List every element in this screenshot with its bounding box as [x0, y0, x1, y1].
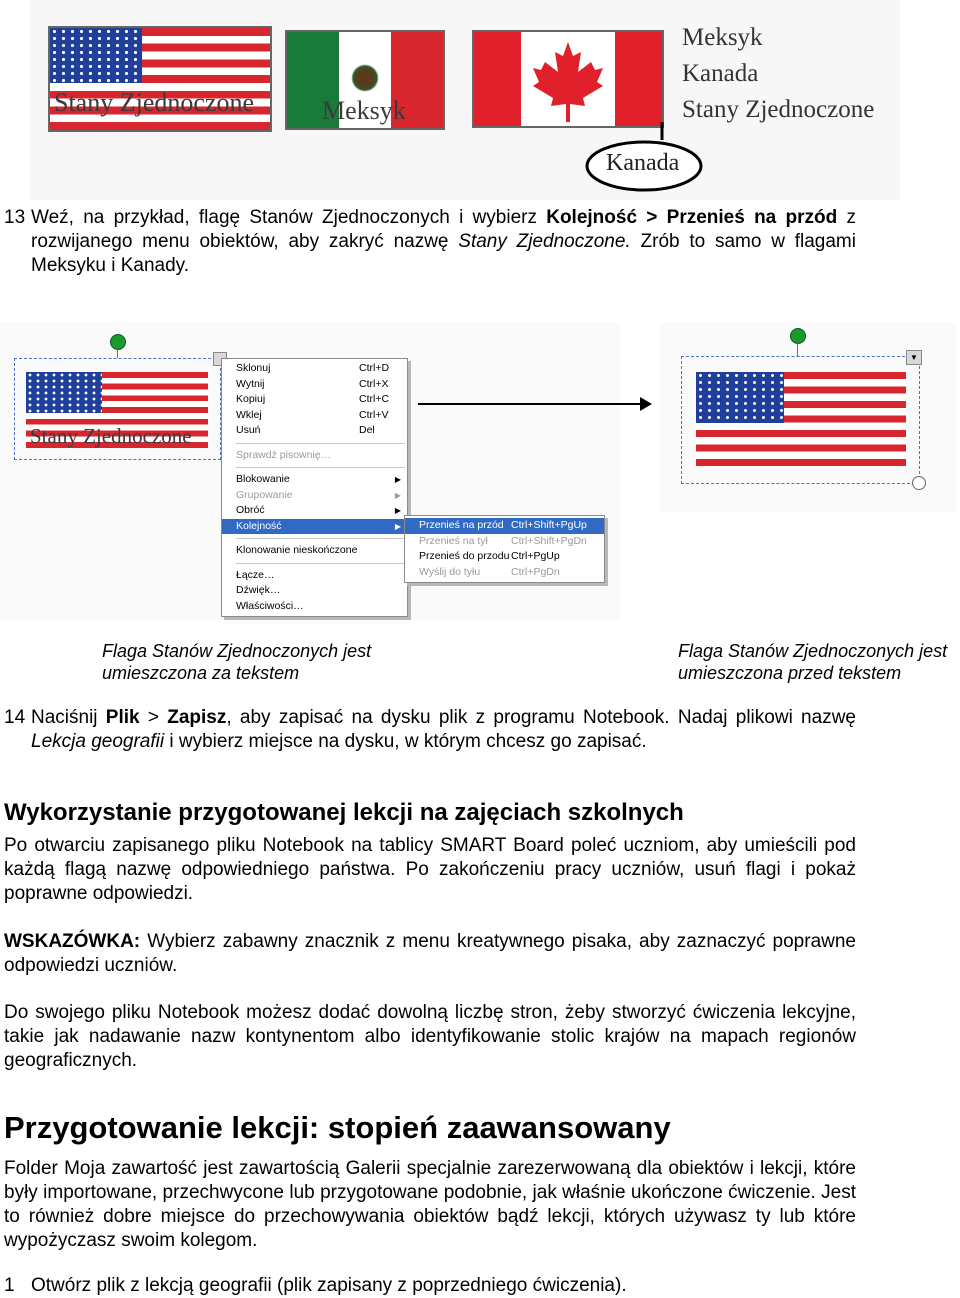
menu-item-kopiuj[interactable]: Kopiuj Ctrl+C: [236, 393, 390, 405]
menu-item-sprawdz-pisownie: Sprawdź pisownię…: [236, 448, 332, 461]
us-flag-label: Stany Zjednoczone: [54, 88, 254, 117]
right-rotate-stem: [797, 343, 798, 356]
tip-text: Wybierz zabawny znacznik z menu kreatywnego pisaka, aby zaznaczyć poprawne odpowiedzi uczniów.: [4, 931, 856, 976]
menu-item-grupowanie: Grupowanie ▶: [222, 488, 407, 504]
menu-item-dzwiek[interactable]: Dźwięk…: [236, 584, 281, 596]
left-flag-label: Stany Zjednoczone: [30, 424, 192, 448]
menu-item-obroc[interactable]: Obróć ▶: [222, 503, 407, 519]
canada-bubble-label: Kanada: [606, 150, 680, 176]
caption-right-line2: umieszczona przed tekstem: [678, 663, 902, 683]
section-1-paragraph-1: Po otwarciu zapisanego pliku Notebook na tablicy SMART Board poleć uczniom, aby umieścili pod każdą flagą nazwę odpowiedniego państwa. Po zakończeniu pracy uczniów, usuń flagi i pokaż poprawne odpowiedzi.: [4, 835, 856, 904]
mexico-flag-label: Meksyk: [322, 96, 406, 125]
top-figure: [30, 0, 900, 200]
section-2-paragraph-1: Folder Moja zawartość jest zawartością Galerii specjalnie zarezerwowaną dla obiektów i lekcji, które były importowane, przechwycone lub przygotowane podobnie, jak właśnie ukończone ćwiczenie. Jest to również dobre miejsce do przechowywania obiektów bądź lekcji, których używasz ty lub które wypożyczasz swoim kolegom.: [4, 1158, 856, 1251]
submenu-arrow-icon: ▶: [394, 490, 401, 500]
step-13-t2: z rozwijanego menu obiektów, aby zakryć nazwę: [31, 207, 857, 252]
menu-item-usun[interactable]: Usuń Del: [236, 424, 375, 436]
step-13-italic: Stany Zjednoczone.: [458, 231, 631, 252]
caption-right-line1: Flaga Stanów Zjednoczonych jest: [678, 641, 948, 661]
right-us-flag: [696, 372, 906, 466]
submenu-arrow-icon: ▶: [394, 521, 401, 531]
menu-plik: Plik: [105, 707, 140, 728]
step-13-t3: Zrób to samo w flagami Meksyku i Kanady.: [31, 231, 856, 276]
step-1-text: Otwórz plik z lekcją geografii (plik zapisany z poprzedniego ćwiczenia).: [31, 1275, 627, 1296]
caption-left-line1: Flaga Stanów Zjednoczonych jest: [102, 641, 372, 661]
submenu-arrow-icon: ▶: [394, 506, 401, 515]
step-13-number: 13: [4, 207, 26, 228]
step-13-t1: Weź, na przykład, flagę Stanów Zjednoczonych i wybierz: [31, 207, 547, 228]
side-label-2: Kanada: [682, 60, 759, 87]
menu-item-lacze[interactable]: Łącze…: [236, 568, 275, 581]
file-name: Lekcja geografii: [31, 731, 165, 752]
section-1-heading: Wykorzystanie przygotowanej lekcji na zajęciach szkolnych: [4, 799, 684, 826]
menu-item-wlasciwosci[interactable]: Właściwości…: [236, 599, 304, 612]
menu-item-sklonuj[interactable]: Sklonuj Ctrl+D: [236, 362, 390, 374]
right-menu-trigger-icon[interactable]: ▼: [906, 350, 922, 365]
caption-left-line2: umieszczona za tekstem: [102, 663, 300, 683]
menu-item-kolejnosc[interactable]: Kolejność ▶: [222, 519, 407, 535]
step-13-menu-path: Kolejność > Przenieś na przód: [546, 207, 838, 228]
tip-paragraph: [4, 930, 856, 978]
right-rotate-handle-icon[interactable]: [790, 328, 806, 344]
left-rotate-stem: [117, 349, 118, 358]
step-14-number: 14: [4, 707, 26, 728]
menu-item-wklej[interactable]: Wklej Ctrl+V: [236, 408, 389, 421]
step-13-text: [31, 206, 856, 278]
menu-item-blokowanie[interactable]: Blokowanie ▶: [222, 472, 407, 488]
step-1-number: 1: [4, 1275, 15, 1296]
side-label-3: Stany Zjednoczone: [682, 96, 875, 123]
left-us-canton: [26, 372, 102, 413]
left-rotate-handle-icon[interactable]: [110, 334, 126, 350]
submenu-item-send-backward: Wyślij do tyłu Ctrl+PgDn: [419, 565, 560, 578]
menu-item-klonowanie-nieskonczone[interactable]: Klonowanie nieskończone: [236, 544, 358, 556]
submenu-item-send-to-back: Przenieś na tył Ctrl+Shift+PgDn: [419, 534, 587, 547]
right-arrow-icon: [418, 394, 654, 414]
tip-label: WSKAZÓWKA:: [4, 931, 141, 952]
submenu-item-bring-to-front[interactable]: Przenieś na przód Ctrl+Shift+PgUp: [405, 518, 604, 534]
submenu-arrow-icon: ▶: [394, 475, 401, 484]
menu-zapisz: Zapisz: [167, 707, 227, 728]
menu-separator: [236, 443, 405, 444]
context-menu: [221, 358, 408, 617]
section-1-paragraph-3: Do swojego pliku Notebook możesz dodać dowolną liczbę stron, żeby stworzyć ćwiczenia lekcyjne, takie jak nadawanie nazw kontynentom albo identyfikowanie stolic krajów na mapach regionów geograficznych.: [4, 1002, 856, 1071]
menu-separator: [236, 467, 405, 468]
menu-separator: [236, 538, 405, 539]
menu-item-wytnij[interactable]: Wytnij Ctrl+X: [236, 377, 389, 390]
order-submenu: [404, 515, 605, 583]
right-resize-handle-icon[interactable]: [912, 476, 926, 490]
step-14-text: Naciśnij Plik > Zapisz, aby zapisać na dysku plik z programu Notebook. Nadaj plikowi nazwę Lekcja geografii i wybierz miejsce na dysku, w którym chcesz go zapisać.: [31, 707, 856, 752]
submenu-item-bring-forward[interactable]: Przenieś do przodu Ctrl+PgUp: [419, 550, 560, 562]
right-us-canton: [696, 372, 784, 423]
menu-separator: [236, 563, 405, 564]
section-2-heading: Przygotowanie lekcji: stopień zaawansowany: [4, 1110, 671, 1145]
side-label-1: Meksyk: [682, 24, 763, 51]
